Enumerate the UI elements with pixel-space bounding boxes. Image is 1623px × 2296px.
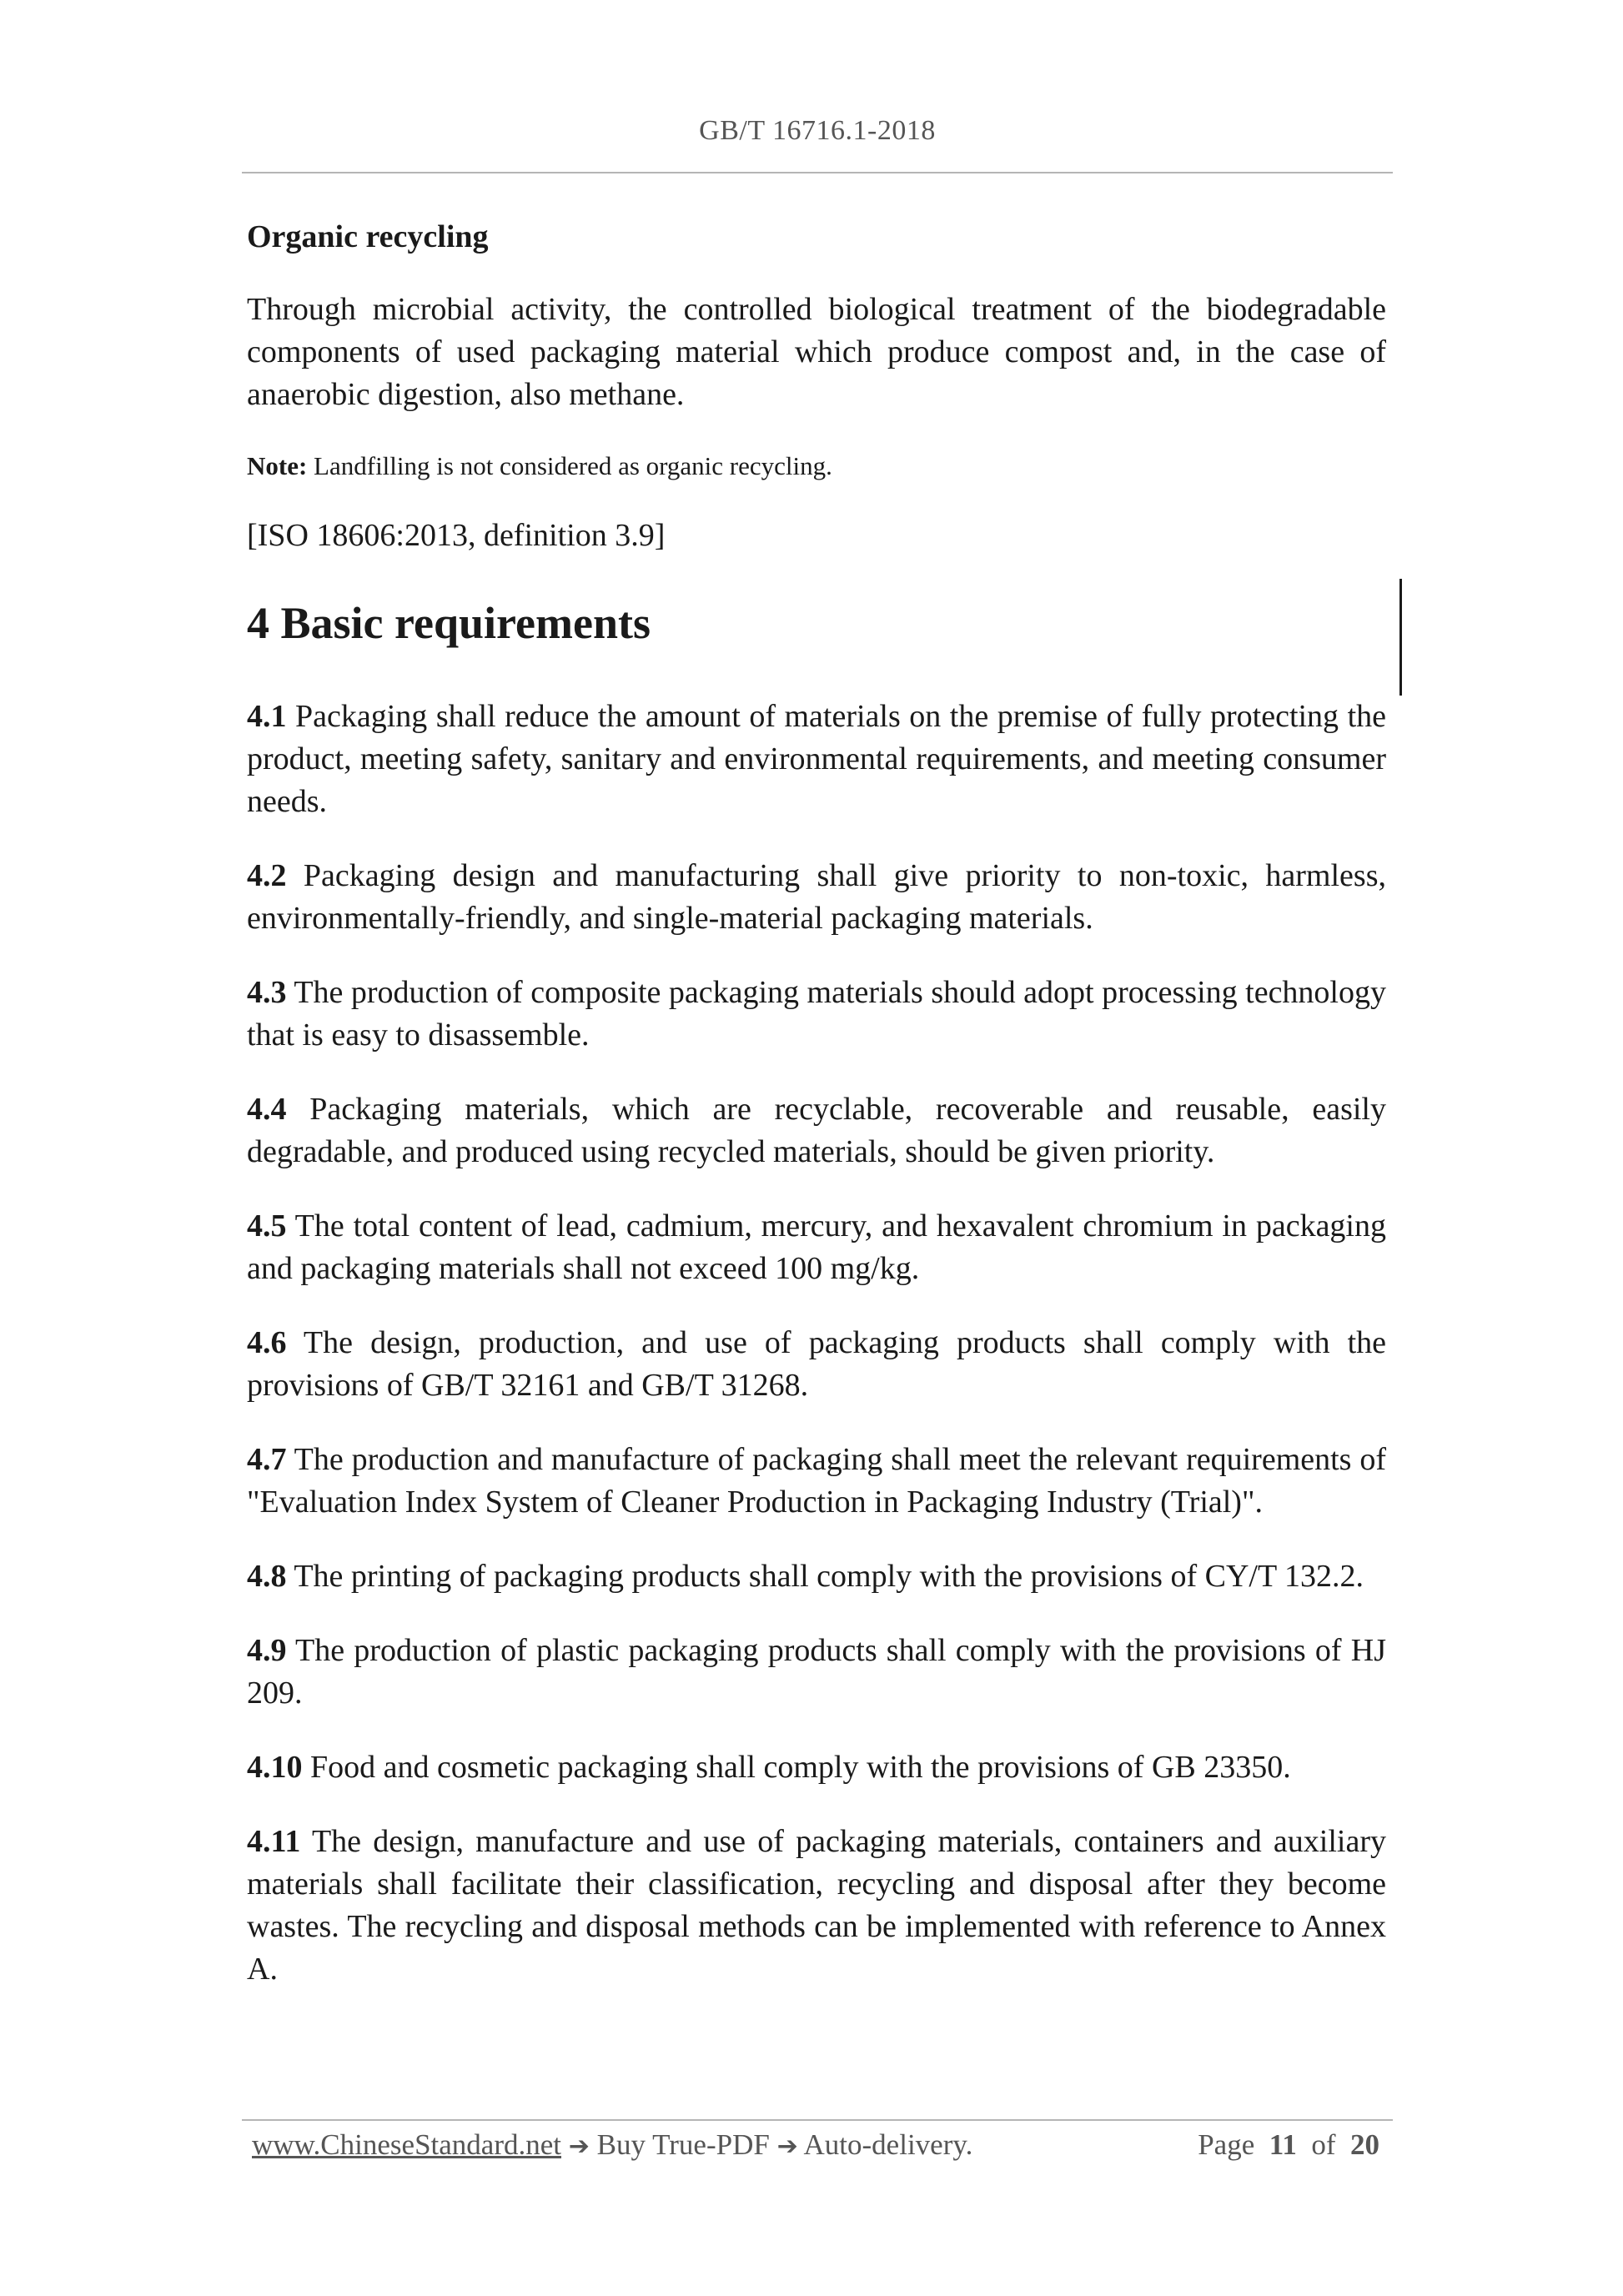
clause-text: The production of composite packaging materials should adopt processing technology that is easy to disassemble. <box>247 975 1386 1053</box>
clause-4-10 <box>247 1746 1386 1789</box>
clause-text: The printing of packaging products shall comply with the provisions of CY/T 132.2. <box>286 1559 1364 1594</box>
clause-4-7 <box>247 1439 1386 1524</box>
term-definition: Through microbial activity, the controlled biological treatment of the biodegradable components of used packaging material which produce compost and, in the case of anaerobic digestion, also methane. <box>247 292 1386 412</box>
of-label: of <box>1311 2128 1336 2161</box>
clause-text: The production and manufacture of packaging shall meet the relevant requirements of "Evaluation Index System of Cleaner Production in Packaging Industry (Trial)". <box>247 1442 1386 1520</box>
clause-text: Packaging shall reduce the amount of materials on the premise of fully protecting the product, meeting safety, sanitary and environmental requirements, and meeting consumer needs. <box>247 699 1386 819</box>
clause-4-11 <box>247 1821 1386 1991</box>
clause-4-2 <box>247 855 1386 940</box>
clause-text: The design, manufacture and use of packaging materials, containers and auxiliary materials shall facilitate their classification, recycling and disposal after they become wastes. The recycling and disposal methods can be implemented with reference to Annex A. <box>247 1824 1386 1987</box>
clause-number: 4.6 <box>247 1325 287 1360</box>
clause-text: Packaging materials, which are recyclable, recoverable and reusable, easily degradable, and produced using recycled materials, should be given priority. <box>247 1092 1386 1169</box>
page-footer <box>252 2128 1379 2162</box>
clause-number: 4.5 <box>247 1208 287 1243</box>
buy-text: Buy True-PDF <box>596 2128 770 2161</box>
clause-text: Food and cosmetic packaging shall comply with the provisions of GB 23350. <box>302 1750 1291 1785</box>
clause-text: The total content of lead, cadmium, mercury, and hexavalent chromium in packaging and packaging materials shall not exceed 100 mg/kg. <box>247 1208 1386 1286</box>
clause-text: Packaging design and manufacturing shall give priority to non-toxic, harmless, environmentally-friendly, and single-material packaging materials. <box>247 858 1386 936</box>
clause-number: 4.2 <box>247 858 287 893</box>
term-reference: [ISO 18606:2013, definition 3.9] <box>247 518 666 553</box>
footer-divider <box>242 2119 1393 2121</box>
clause-4-6 <box>247 1322 1386 1407</box>
clause-4-5 <box>247 1205 1386 1290</box>
footer-promo <box>252 2128 972 2162</box>
change-bar <box>1399 579 1402 696</box>
document-body <box>247 219 1386 2022</box>
clause-4-9 <box>247 1630 1386 1715</box>
site-link[interactable]: www.ChineseStandard.net <box>252 2128 561 2161</box>
page-number <box>1198 2128 1379 2162</box>
clause-number: 4.1 <box>247 699 287 734</box>
page-label: Page <box>1198 2128 1255 2161</box>
clause-number: 4.3 <box>247 975 287 1010</box>
section-heading: 4 Basic requirements <box>247 598 651 648</box>
clause-4-3 <box>247 972 1386 1057</box>
clause-number: 4.7 <box>247 1442 287 1477</box>
clause-number: 4.10 <box>247 1750 303 1785</box>
delivery-text: Auto-delivery. <box>803 2128 973 2161</box>
clause-number: 4.4 <box>247 1092 287 1127</box>
page-total: 20 <box>1350 2128 1379 2161</box>
page-header: GB/T 16716.1-2018 <box>699 115 936 146</box>
clause-number: 4.8 <box>247 1559 287 1594</box>
clause-4-8 <box>247 1555 1386 1598</box>
clause-number: 4.11 <box>247 1824 301 1859</box>
note-label: Note: <box>247 451 308 480</box>
clause-4-4 <box>247 1088 1386 1173</box>
clause-text: The production of plastic packaging products shall comply with the provisions of HJ 209. <box>247 1633 1386 1711</box>
note-text: Landfilling is not considered as organic recycling. <box>307 451 832 480</box>
page-current: 11 <box>1269 2128 1297 2161</box>
clause-number: 4.9 <box>247 1633 287 1668</box>
term-note <box>247 448 1386 485</box>
header-divider <box>242 172 1393 173</box>
clause-text: The design, production, and use of packaging products shall comply with the provisions of GB/T 32161 and GB/T 31268. <box>247 1325 1386 1403</box>
clause-4-1 <box>247 696 1386 823</box>
arrow-right-icon: ➔ <box>568 2132 590 2161</box>
arrow-right-icon: ➔ <box>776 2132 798 2161</box>
term-title: Organic recycling <box>247 219 489 254</box>
